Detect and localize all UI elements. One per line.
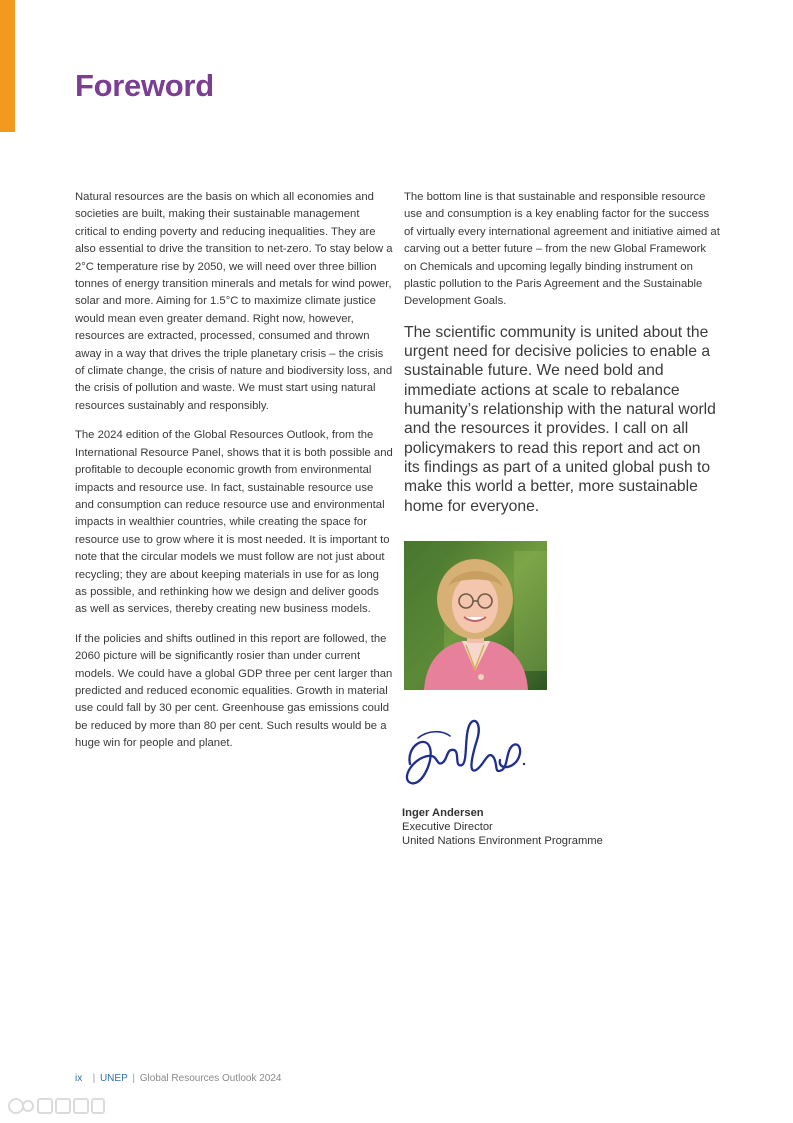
page-number: ix bbox=[75, 1073, 83, 1084]
body-paragraph: If the policies and shifts outlined in this report are followed, the 2060 picture will be significantly rosier than under current models. We could have a global GDP three per cent larger than predicted and reduced economic equalities. Growth in material use could fall by 30 per cent. Greenhouse gas emissions could be reduced by more than 80 per cent. Such results would be a huge win for people and planet. bbox=[75, 632, 393, 750]
pull-quote: The scientific community is united about the urgent need for decisive policies to enable a sustainable future. We need bold and immediate actions at scale to rebalance humanity’s relationship with the natural world and the resources it provides. I call on all policymakers to read this report and act on its findings as part of a united global push to make this world a better, more sustainable home for everyone. bbox=[404, 323, 716, 515]
right-column bbox=[404, 189, 720, 516]
portrait-illustration bbox=[404, 541, 547, 690]
watermark-logo-icon bbox=[6, 1094, 106, 1118]
footer-org: UNEP bbox=[99, 1073, 128, 1084]
page-footer bbox=[75, 1073, 281, 1084]
signatory-name: Inger Andersen bbox=[402, 807, 484, 819]
signature bbox=[402, 708, 530, 796]
left-column bbox=[75, 189, 393, 765]
body-paragraph: Natural resources are the basis on which all economies and societies are built, making their sustainable management critical to ending poverty and reducing inequalities. They are also essential to drive the transition to net-zero. To stay below a 2°C temperature rise by 2050, we will need over three billion tonnes of energy transition minerals and metals for wind power, solar and more. Aiming for 1.5°C to maximize climate justice would mean even greater demand. Right now, however, resources are extracted, processed, consumed and thrown away in a way that drives the triple planetary crisis – the crisis of climate change, the crisis of nature and biodiversity loss, and the crisis of pollution and waste. We must start using natural resources sustainably and responsibly. bbox=[75, 191, 393, 412]
footer-separator: | bbox=[132, 1073, 135, 1084]
body-paragraph: The bottom line is that sustainable and responsible resource use and consumption is a key enabling factor for the success of virtually every international agreement and initiative aimed at carving out a better future – from the new Global Framework on Chemicals and upcoming legally binding instrument on plastic pollution to the Paris Agreement and the Sustainable Development Goals. bbox=[404, 191, 720, 308]
accent-bar bbox=[0, 0, 15, 132]
portrait-photo bbox=[404, 541, 547, 690]
signature-icon bbox=[402, 708, 530, 796]
body-paragraph: The 2024 edition of the Global Resources Outlook, from the International Resource Panel, shows that it is both possible and profitable to decouple economic growth from environmental impacts and resource use. In fact, sustainable resource use and consumption can reduce resource use and environmental impacts in wealthier countries, while creating the space for resource use to grow where it is most needed. It is important to note that the circular models we must follow are not just about recycling; they are about keeping materials in use for as long as possible, and rethinking how we design and deliver goods as well as services, thereby creating new business models. bbox=[75, 429, 393, 616]
signatory-block bbox=[402, 806, 603, 849]
page-title: Foreword bbox=[75, 68, 214, 103]
footer-publication: Global Resources Outlook 2024 bbox=[139, 1073, 282, 1084]
signatory-organization: United Nations Environment Programme bbox=[402, 835, 603, 848]
signatory-role: Executive Director bbox=[402, 821, 493, 834]
footer-separator: | bbox=[87, 1073, 96, 1084]
watermark bbox=[6, 1094, 106, 1118]
